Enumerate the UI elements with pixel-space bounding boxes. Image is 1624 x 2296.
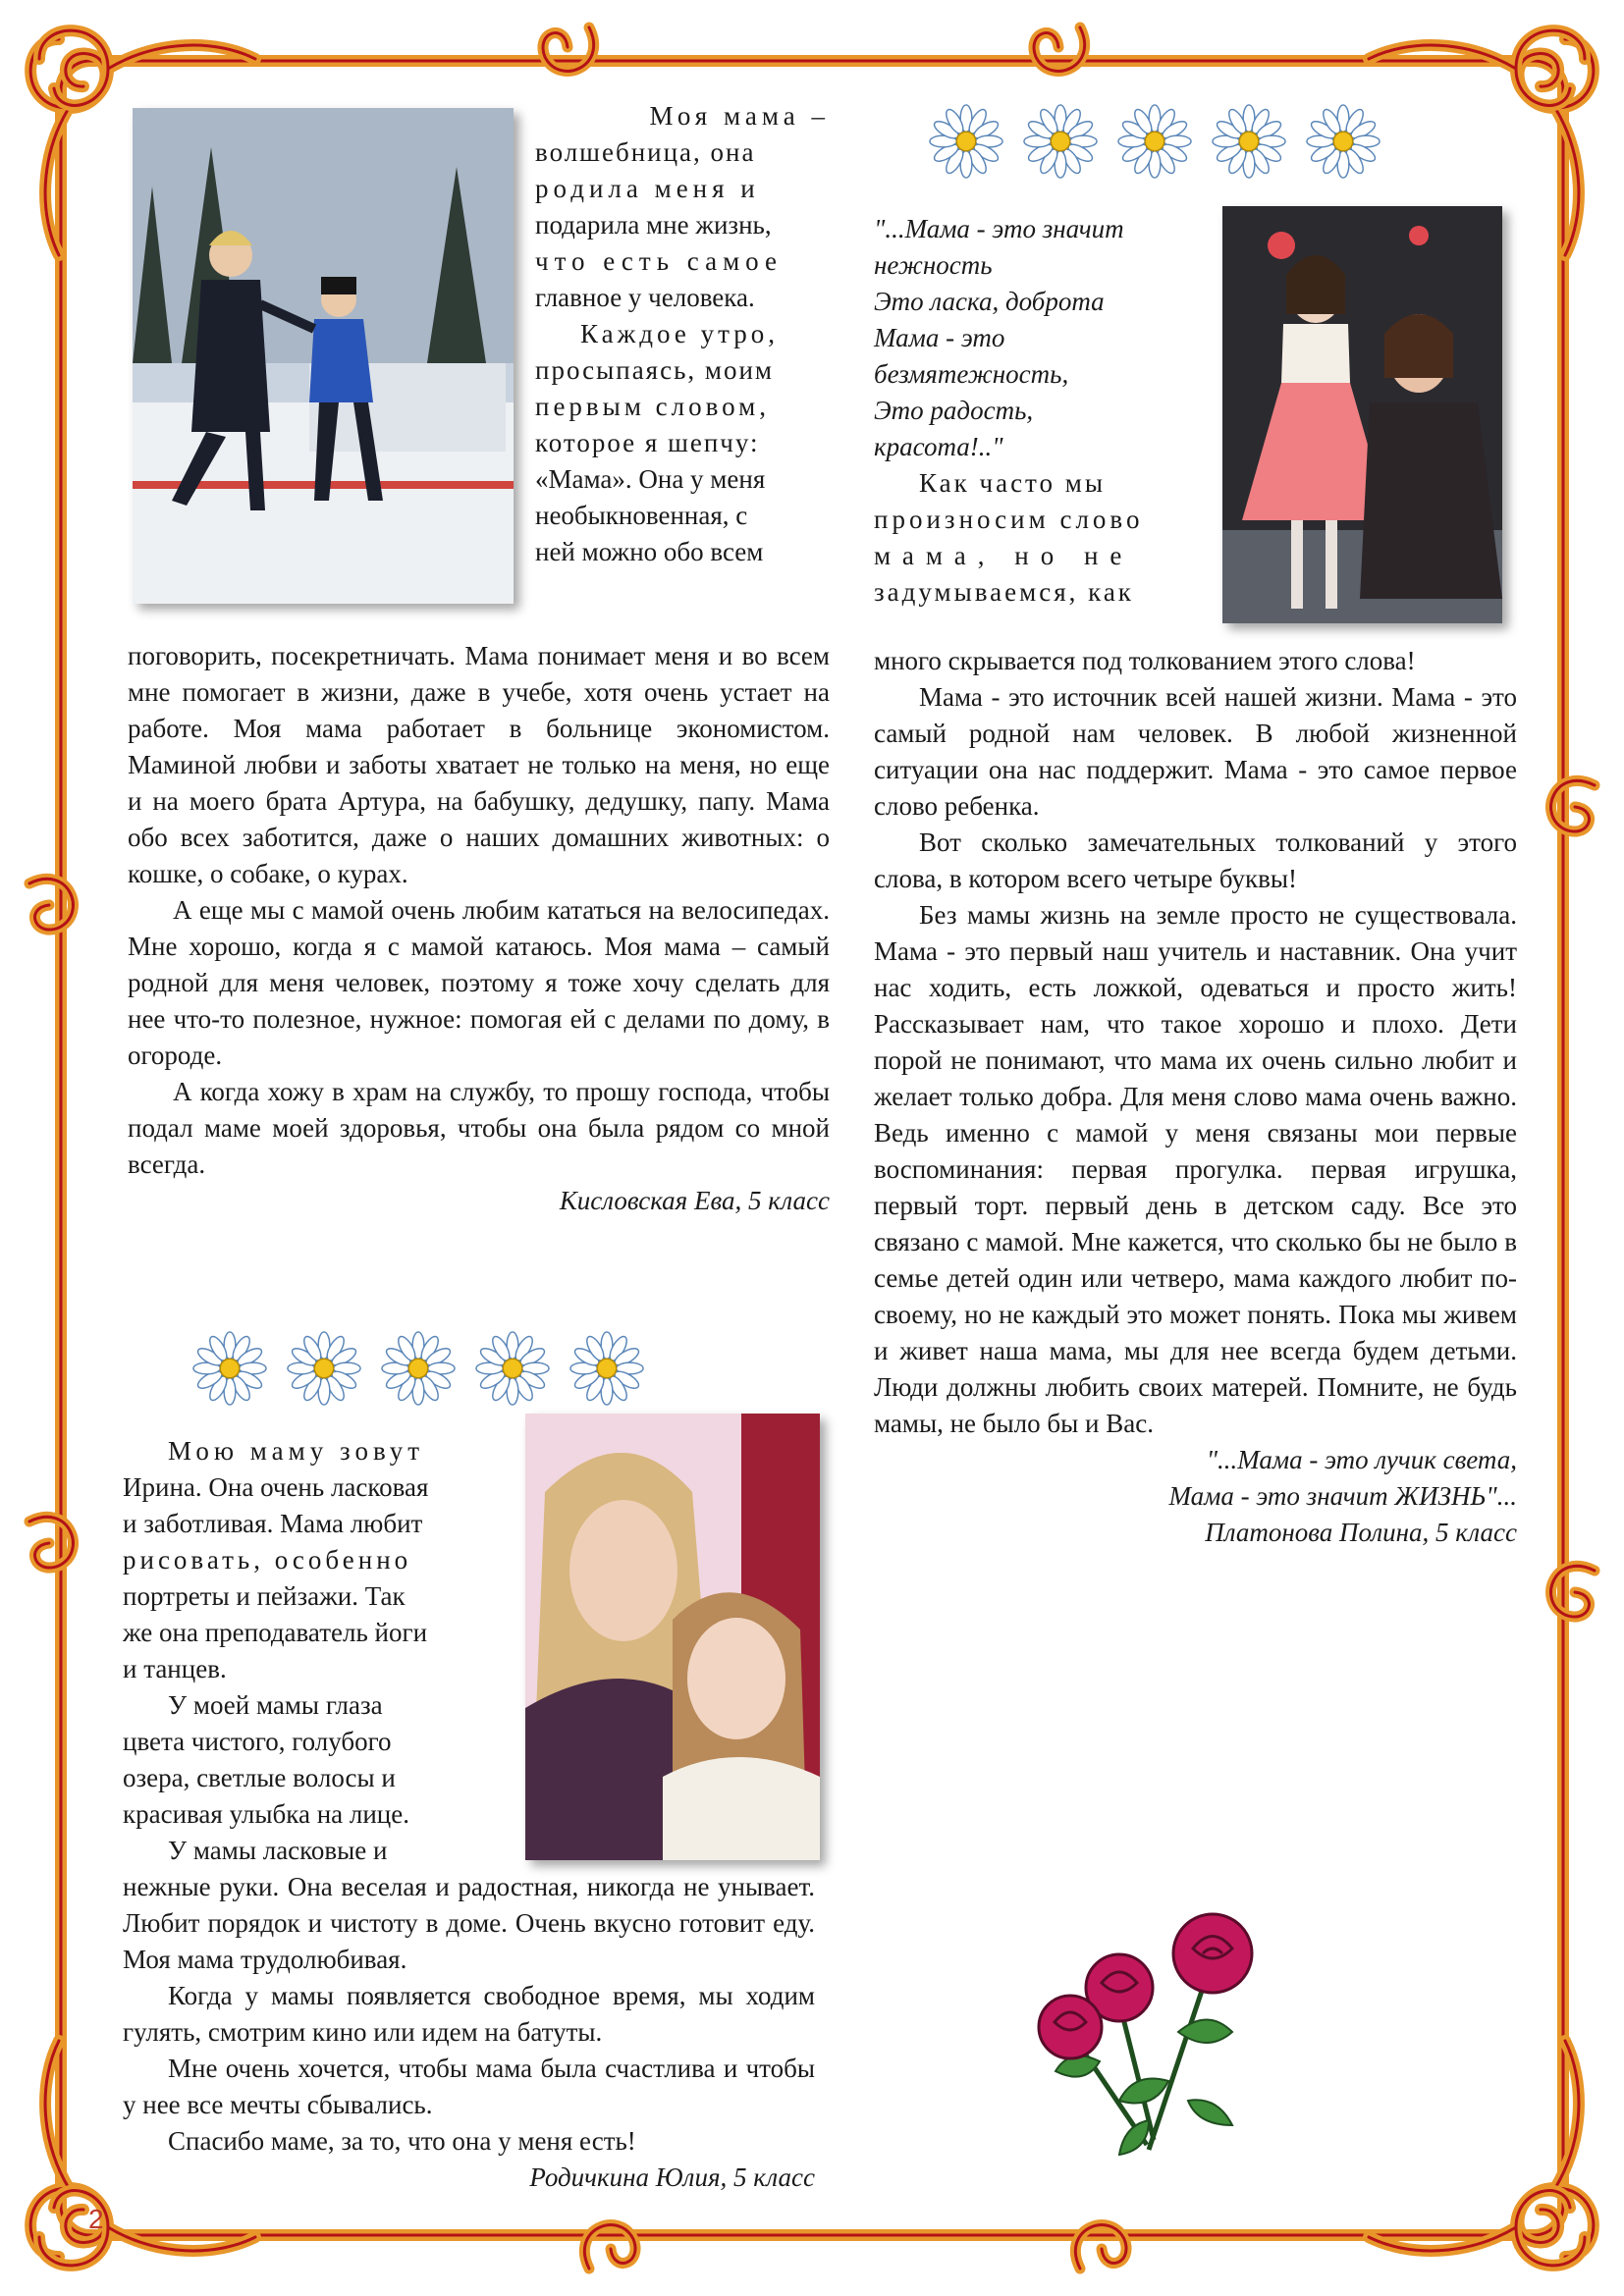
daisy-icon	[1116, 103, 1193, 180]
polina-body	[874, 643, 1517, 1551]
yulia-wrap-line: Ирина. Она очень ласковая	[123, 1472, 429, 1502]
yulia-wrap-line: У моей мамы глаза	[168, 1690, 383, 1720]
page-number: 2	[88, 2204, 104, 2234]
polina-quote-line: красота!.."	[874, 432, 1003, 461]
photo-skating	[133, 108, 514, 604]
eva-wrap-line: «Мама». Она у меня	[535, 464, 766, 494]
polina-wrap-line: задумываемся, как	[874, 577, 1134, 607]
eva-wrap-line: Каждое утро,	[580, 319, 779, 348]
polina-quote-line: Это радость,	[874, 396, 1034, 425]
daisy-icon	[474, 1330, 551, 1407]
yulia-wrap-line: портреты и пейзажи. Так	[123, 1581, 406, 1611]
daisy-icon	[1022, 103, 1099, 180]
yulia-body-p2: Когда у мамы появляется свободное время, мы ходим гулять, смотрим кино или идем на батуты.	[123, 1981, 815, 2047]
daisy-row-left	[191, 1330, 645, 1409]
yulia-wrap-line: и танцев.	[123, 1654, 227, 1683]
polina-quote-line: Это ласка, доброта	[874, 287, 1105, 316]
photo-girl-pink-dress	[1222, 206, 1502, 623]
photo-mother-daughter	[525, 1414, 820, 1860]
yulia-wrap-line: же она преподаватель йоги	[123, 1618, 428, 1647]
eva-wrap-line: родила меня и	[535, 174, 760, 203]
yulia-body-p4: Спасибо маме, за то, что она у меня есть!	[168, 2126, 636, 2156]
polina-body-p3: Вот сколько замечательных толкований у этого слова, в котором всего четыре буквы!	[874, 828, 1517, 893]
eva-body	[128, 638, 830, 1219]
eva-body-p1: поговорить, посекретничать. Мама понимает меня и во всем мне помогает в жизни, даже в учебе, хотя очень устает на работе. Моя мама работает в больнице экономистом. Маминой любви и заботы хватает не только на меня, но еще и на моего брата Артура, на бабушку, дедушку, папу. Мама обо всех заботится, даже о наших домашних животных: о кошке, о собаке, о курах.	[128, 641, 830, 888]
yulia-wrap-line: У мамы ласковые и	[168, 1836, 388, 1865]
polina-wrap-line: Как часто мы	[919, 468, 1106, 498]
yulia-signature: Родичкина Юлия, 5 класс	[529, 2163, 815, 2192]
polina-quote-line: безмятежность,	[874, 359, 1069, 389]
yulia-wrap-line: рисовать, особенно	[123, 1545, 412, 1575]
polina-wrap-text	[874, 211, 1198, 611]
yulia-body-p3: Мне очень хочется, чтобы мама была счастлива и чтобы у нее все мечты сбывались.	[123, 2054, 815, 2119]
yulia-body	[123, 1869, 815, 2196]
rose-bouquet-icon	[1031, 1885, 1335, 2169]
daisy-icon	[191, 1330, 268, 1407]
eva-wrap-line: Моя мама –	[649, 101, 830, 131]
daisy-icon	[568, 1330, 645, 1407]
eva-wrap-text	[535, 98, 830, 570]
polina-wrap-line: произносим слово	[874, 505, 1144, 534]
yulia-wrap-line: цвета чистого, голубого	[123, 1727, 392, 1756]
eva-wrap-line: просыпаясь, моим	[535, 355, 775, 385]
polina-closing-quote-1: "...Мама - это лучик света,	[1206, 1445, 1517, 1474]
eva-wrap-line: главное у человека.	[535, 283, 755, 312]
yulia-wrap-line: Мою маму зовут	[168, 1436, 425, 1466]
daisy-icon	[286, 1330, 362, 1407]
eva-wrap-line: волшебница, она	[535, 137, 756, 167]
eva-signature: Кисловская Ева, 5 класс	[559, 1186, 830, 1215]
eva-wrap-line: ней можно обо всем	[535, 537, 764, 566]
yulia-wrap-line: и заботливая. Мама любит	[123, 1509, 423, 1538]
eva-wrap-line: подарила мне жизнь,	[535, 210, 772, 240]
polina-quote-line: "...Мама - это значит	[874, 214, 1124, 243]
yulia-wrap-line: красивая улыбка на лице.	[123, 1799, 409, 1829]
polina-signature: Платонова Полина, 5 класс	[1205, 1518, 1517, 1547]
polina-body-p1: много скрывается под толкованием этого слова!	[874, 646, 1416, 675]
daisy-icon	[1211, 103, 1287, 180]
eva-wrap-line: что есть самое	[535, 246, 783, 276]
daisy-icon	[1305, 103, 1381, 180]
daisy-icon	[380, 1330, 457, 1407]
polina-quote-line: нежность	[874, 250, 993, 280]
polina-body-p2: Мама - это источник всей нашей жизни. Мама - это самый родной нам человек. В любой жизненной ситуации она нас поддержит. Мама - это самое первое слово ребенка.	[874, 682, 1517, 821]
eva-wrap-line: первым словом,	[535, 392, 771, 421]
yulia-wrap-text	[123, 1433, 496, 1869]
polina-quote-line: Мама - это	[874, 323, 1005, 352]
daisy-row-right	[928, 103, 1381, 182]
polina-body-p4: Без мамы жизнь на земле просто не существовала. Мама - это первый наш учитель и наставник. Она учит нас ходить, есть ложкой, одеваться и просто жить! Рассказывает нам, что такое хорошо и плохо. Дети порой не понимают, что мама их очень сильно любит и желает только добра. Для меня слово мама очень важно. Ведь именно с мамой у меня связаны мои первые воспоминания: первая прогулка. первая игрушка, первый торт. первый день в детском саду. Все это связано с мамой. Мне кажется, что сколько бы не было в семье детей один или четверо, мама каждого любит по-своему, но не каждый это может понять. Пока мы живем и живет наша мама, мы для нее всегда будем детьми. Люди должны любить своих матерей. Помните, не будь мамы, не было бы и Вас.	[874, 900, 1517, 1438]
yulia-body-p1: нежные руки. Она веселая и радостная, никогда не унывает. Любит порядок и чистоту в доме. Очень вкусно готовит еду. Моя мама трудолюбивая.	[123, 1872, 815, 1974]
eva-body-p2: А еще мы с мамой очень любим кататься на велосипедах. Мне хорошо, когда я с мамой катаюсь. Моя мама – самый родной для меня человек, поэтому я тоже хочу сделать для нее что-то полезное, нужное: помогая ей с делами по дому, в огороде.	[128, 895, 830, 1070]
eva-wrap-line: которое я шепчу:	[535, 428, 760, 457]
daisy-icon	[928, 103, 1004, 180]
polina-closing-quote-2: Мама - это значит ЖИЗНЬ"...	[1168, 1481, 1517, 1511]
polina-wrap-line: мама, но не	[874, 541, 1134, 570]
eva-body-p3: А когда хожу в храм на службу, то прошу господа, чтобы подал маме моей здоровья, чтобы она была рядом со мной всегда.	[128, 1077, 830, 1179]
yulia-wrap-line: озера, светлые волосы и	[123, 1763, 396, 1792]
eva-wrap-line: необыкновенная, с	[535, 501, 748, 530]
